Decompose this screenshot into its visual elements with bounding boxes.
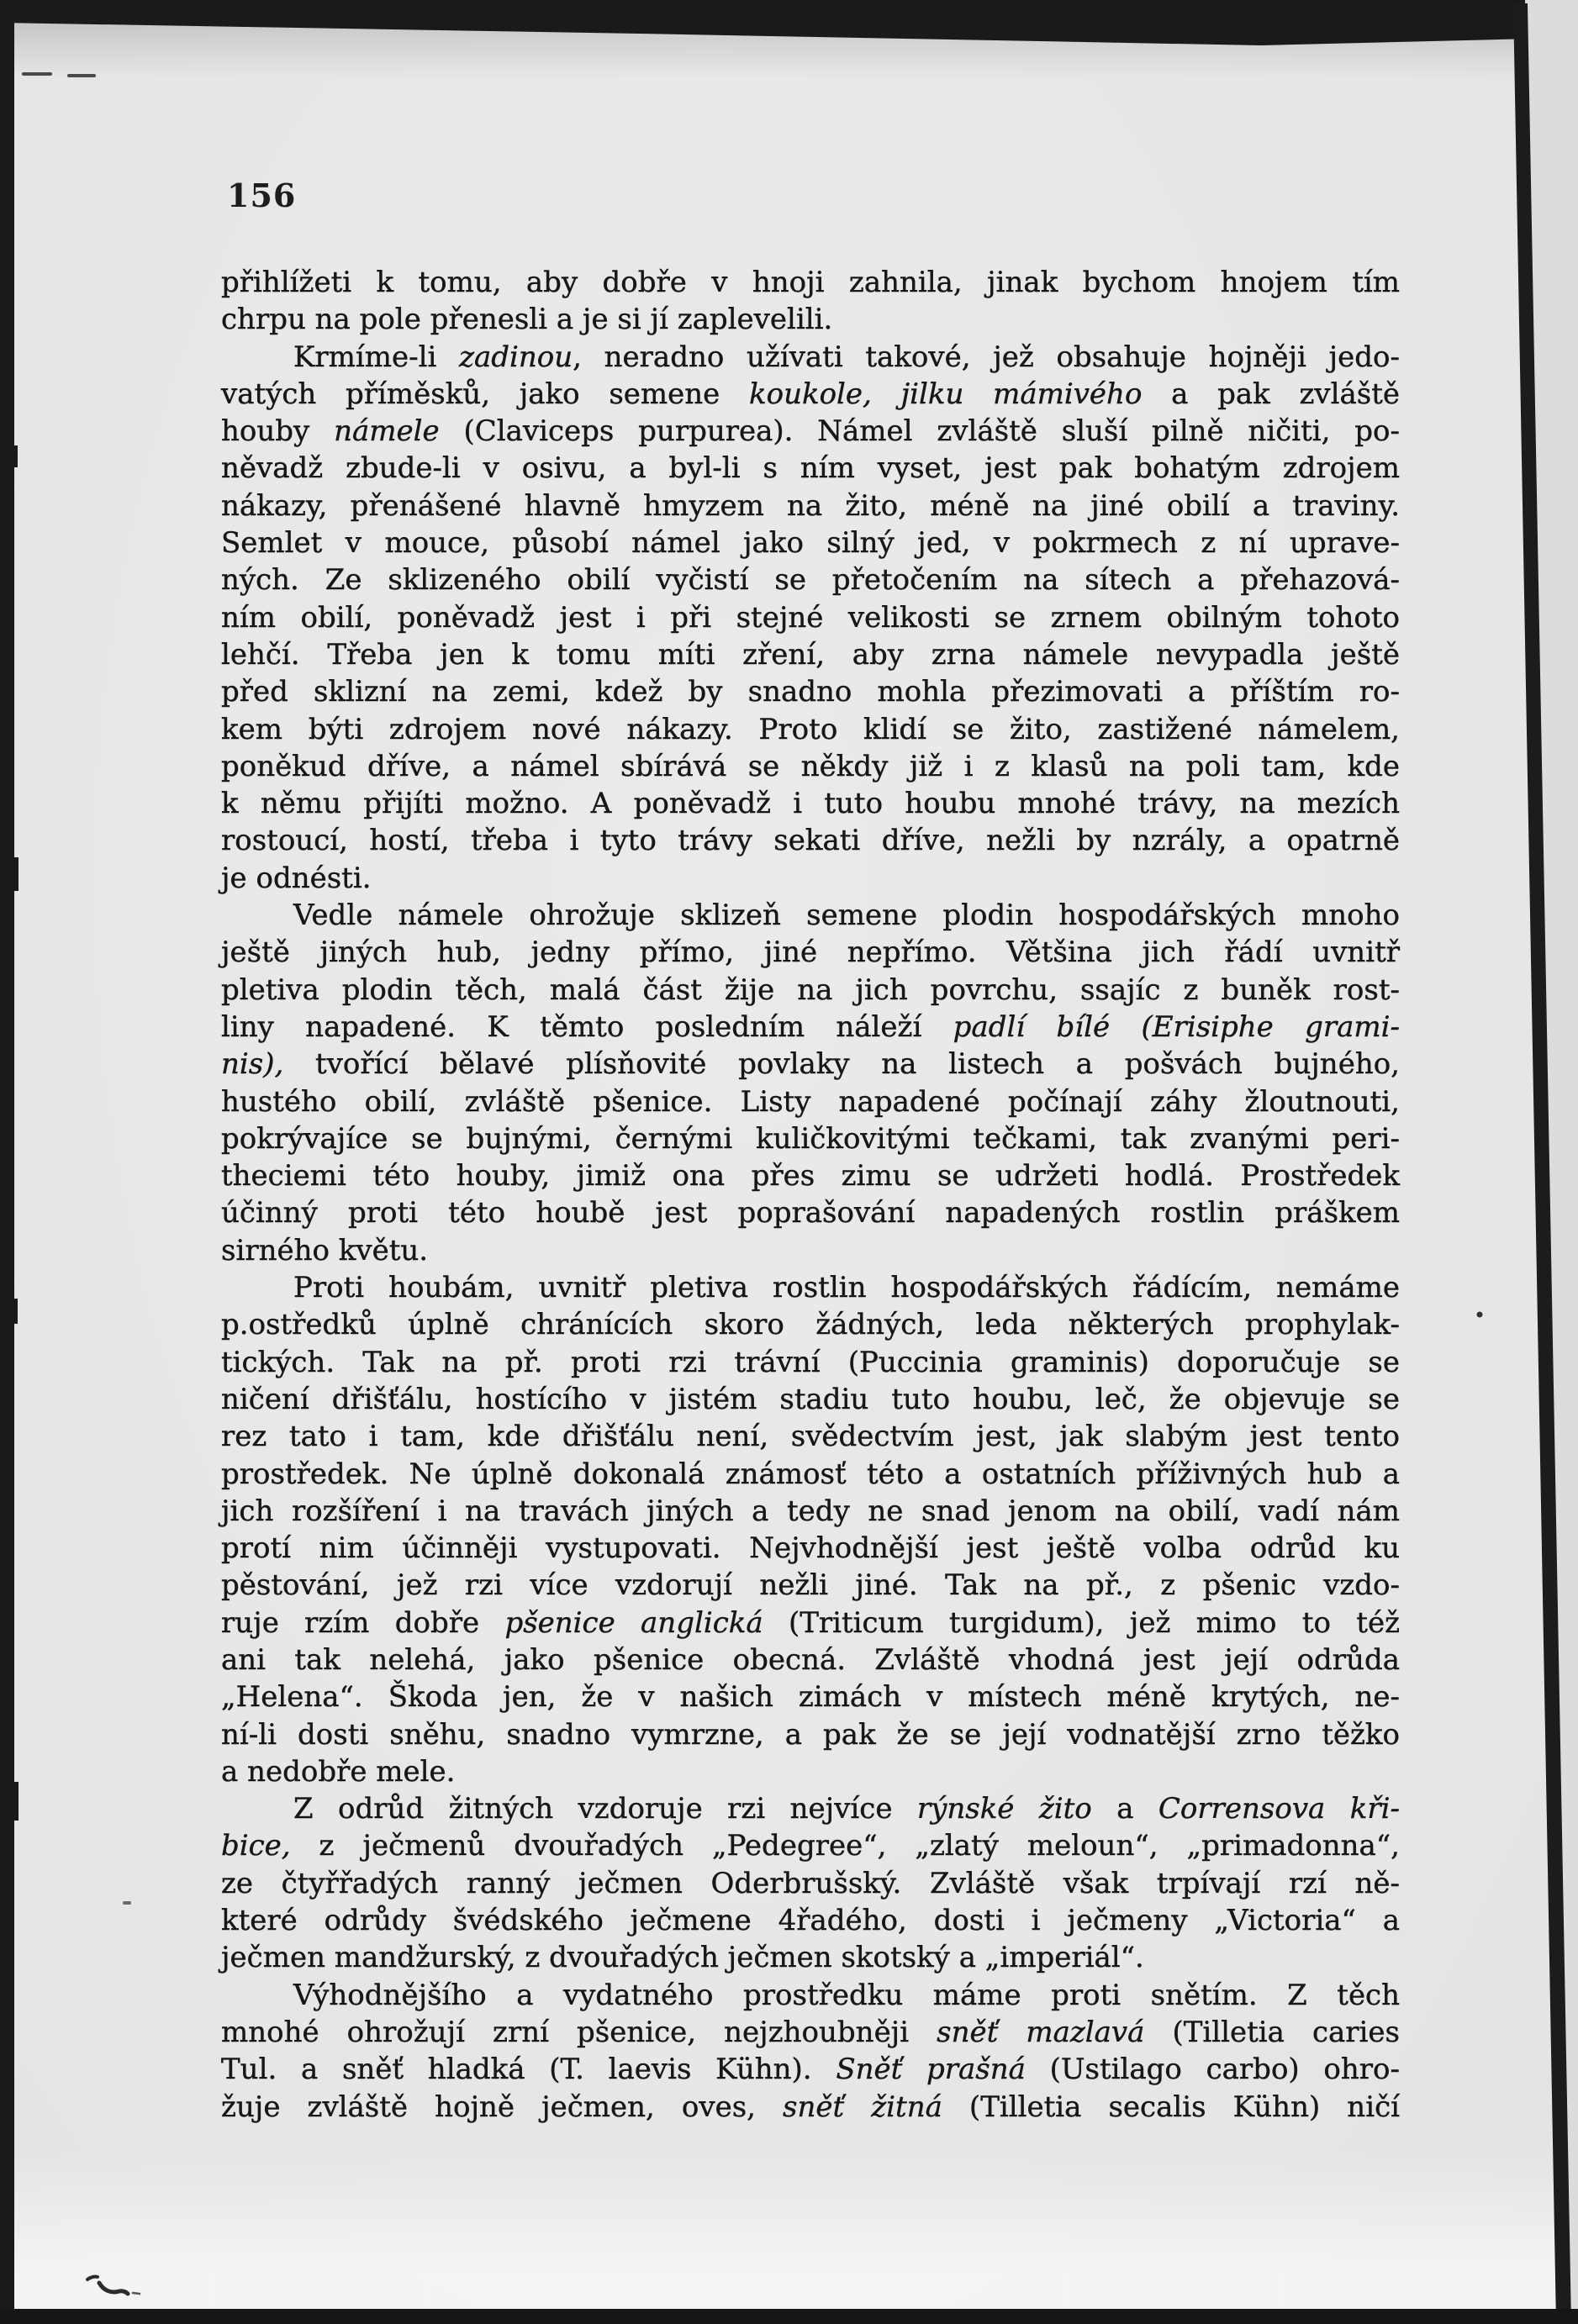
- text-run: mnohé ohrožují zrní pšenice, nejzhoubněji: [221, 2015, 937, 2049]
- text-run: ječmen mandžurský, z dvouřadých ječmen skotský a „imperiál“.: [221, 1941, 1144, 1975]
- text-line: [221, 1493, 1400, 1530]
- text-run: pokrývajíce se bujnými, černými kuličkovitými tečkami, tak zvanými peri-: [221, 1121, 1400, 1156]
- text-line: [221, 264, 1400, 301]
- text-line: [221, 2014, 1400, 2051]
- italic-run: zadinou: [459, 340, 573, 374]
- text-line: [221, 2089, 1400, 2126]
- italic-run: námele: [334, 414, 440, 449]
- text-line: [221, 1306, 1400, 1343]
- text-run: ještě jiných hub, jedny přímo, jiné nepřímo. Většina jich řádí uvnitř: [221, 935, 1400, 970]
- text-line: [221, 1381, 1400, 1418]
- text-line: [221, 1678, 1400, 1715]
- text-run: vatých příměsků, jako semene: [221, 377, 750, 411]
- text-run: nákazy, přenášené hlavně hmyzem na žito, méně na jiné obilí a traviny.: [221, 488, 1400, 523]
- text-line: [221, 1157, 1400, 1194]
- text-run: kem býti zdrojem nové nákazy. Proto klidí se žito, zastižené námelem,: [221, 712, 1400, 746]
- italic-run: Corrensova kři-: [1158, 1792, 1400, 1826]
- text-run: které odrůdy švédského ječmene 4řadého, dosti i ječmeny „Victoria“ a: [221, 1904, 1400, 1938]
- text-line: [221, 524, 1400, 561]
- text-line: [221, 1716, 1400, 1753]
- text-run: tických. Tak na př. proti rzi trávní (Puccinia graminis) doporučuje se: [221, 1345, 1400, 1379]
- text-block: [221, 264, 1400, 2126]
- text-run: liny napadené. K těmto posledním náleží: [221, 1009, 953, 1044]
- text-line: [221, 972, 1400, 1009]
- text-run: ze čtyřřadých ranný ječmen Oderbrušský. Zvláště však trpívají rzí ně-: [221, 1866, 1400, 1900]
- text-run: (Claviceps purpurea). Námel zvláště sluší pilně ničiti, po-: [439, 414, 1401, 449]
- italic-run: bice,: [221, 1829, 291, 1863]
- italic-run: nis),: [221, 1047, 284, 1082]
- text-run: ných. Ze sklizeného obilí vyčistí se přetočením na sítech a přehazová-: [221, 563, 1400, 598]
- text-line: [221, 450, 1400, 487]
- scan-bottom-light-band: [0, 2152, 1578, 2311]
- text-run: chrpu na pole přenesli a je si jí zaplevelili.: [221, 303, 833, 337]
- text-run: je odnésti.: [221, 861, 372, 895]
- text-run: (Ustilago carbo) ohro-: [1025, 2053, 1400, 2087]
- text-line: [221, 1120, 1400, 1157]
- text-run: (Triticum turgidum), jež mimo to též: [763, 1605, 1400, 1640]
- text-line: [221, 376, 1400, 413]
- text-line: [221, 748, 1400, 785]
- text-line: [221, 636, 1400, 673]
- text-line: [221, 599, 1400, 636]
- text-line: [221, 561, 1400, 598]
- text-run: theciemi této houby, jimiž ona přes zimu se udržeti hodlá. Prostředek: [221, 1159, 1400, 1194]
- text-line: [221, 339, 1400, 376]
- italic-run: pšenice anglická: [504, 1605, 763, 1640]
- text-run: přihlížeti k tomu, aby dobře v hnoji zahnila, jinak bychom hnojem tím: [221, 266, 1400, 299]
- text-run: , neradno užívati takové, jež obsahuje hojněji jedo-: [573, 340, 1400, 374]
- text-line: [221, 1902, 1400, 1939]
- text-run: k němu přijíti možno. A poněvadž i tuto houbu mnohé trávy, na mezích: [221, 787, 1400, 821]
- text-run: (Tilletia secalis Kühn) ničí: [942, 2089, 1400, 2124]
- text-line: [221, 673, 1400, 710]
- text-run: jich rozšíření i na travách jiných a tedy ne snad jenom na obilí, vadí nám: [221, 1494, 1400, 1528]
- text-run: poněkud dříve, a námel sbírává se někdy již i z klasů na poli tam, kde: [221, 749, 1400, 783]
- text-line: [221, 1605, 1400, 1642]
- text-line: [221, 1456, 1400, 1493]
- text-run: sirného květu.: [221, 1233, 429, 1267]
- text-run: „Helena“. Škoda jen, že v našich zimách v místech méně krytých, ne-: [221, 1680, 1400, 1715]
- text-line: [221, 1530, 1400, 1567]
- text-line: [221, 1753, 1400, 1790]
- text-line: [221, 2051, 1400, 2088]
- text-run: Krmíme-li: [293, 340, 460, 374]
- italic-run: koukole, jilku mámivého: [749, 377, 1143, 411]
- text-line: [221, 860, 1400, 897]
- text-run: Z odrůd žitných vzdoruje rzi nejvíce: [293, 1792, 917, 1826]
- italic-run: sněť žitná: [783, 2089, 942, 2124]
- text-line: [221, 934, 1400, 971]
- scan-top-shadow: [0, 20, 1578, 79]
- text-run: ani tak nelehá, jako pšenice obecná. Zvláště vhodná jest její odrůda: [221, 1642, 1400, 1677]
- text-line: [221, 1939, 1400, 1976]
- text-run: a: [1091, 1792, 1158, 1826]
- text-line: [221, 1418, 1400, 1455]
- text-run: Tul. a sněť hladká (T. laevis Kühn).: [221, 2053, 836, 2087]
- text-line: [221, 1344, 1400, 1381]
- text-run: před sklizní na zemi, kdež by snadno mohla přezimovati a příštím ro-: [221, 675, 1400, 709]
- text-run: ruje rzím dobře: [221, 1605, 505, 1640]
- text-line: [221, 1009, 1400, 1046]
- text-line: [221, 1567, 1400, 1604]
- text-run: a pak zvláště: [1142, 377, 1400, 411]
- text-line: [221, 1642, 1400, 1678]
- text-run: Semlet v mouce, působí námel jako silný jed, v pokrmech z ní uprave-: [221, 526, 1400, 561]
- text-line: [221, 822, 1400, 859]
- italic-run: rýnské žito: [916, 1792, 1092, 1826]
- text-line: [221, 897, 1400, 934]
- text-line: [221, 1865, 1400, 1902]
- text-line: [221, 1977, 1400, 2014]
- text-run: rez tato i tam, kde dřišťálu není, svědectvím jest, jak slabým jest tento: [221, 1420, 1400, 1454]
- text-run: a nedobře mele.: [221, 1754, 456, 1789]
- text-run: rostoucí, hostí, třeba i tyto trávy sekati dříve, nežli by nzrály, a opatrně: [221, 824, 1400, 858]
- text-line: [221, 1083, 1400, 1120]
- text-run: protí nim účinněji vystupovati. Nejvhodnější jest ještě volba odrůd ku: [221, 1531, 1400, 1566]
- text-run: ní-li dosti sněhu, snadno vymrzne, a pak že se její vodnatější zrno těžko: [221, 1717, 1400, 1752]
- text-run: pěstování, jež rzi více vzdorují nežli jiné. Tak na př., z pšenic vzdo-: [221, 1568, 1400, 1603]
- text-run: pletiva plodin těch, malá část žije na jich povrchu, ssajíc z buněk rost-: [221, 972, 1400, 1007]
- text-line: [221, 1790, 1400, 1827]
- text-run: Výhodnějšího a vydatného prostředku máme proti snětím. Z těch: [293, 1978, 1400, 2012]
- text-line: [221, 301, 1400, 338]
- text-line: [221, 711, 1400, 748]
- text-run: lehčí. Třeba jen k tomu míti zření, aby zrna námele nevypadla ještě: [221, 637, 1400, 672]
- text-line: [221, 1194, 1400, 1231]
- text-run: p.ostředků úplně chránících skoro žádných, leda některých prophylak-: [221, 1308, 1400, 1342]
- text-run: žuje zvláště hojně ječmen, oves,: [221, 2089, 784, 2124]
- text-run: ničení dřišťálu, hostícího v jistém stadiu tuto houbu, leč, že objevuje se: [221, 1382, 1400, 1416]
- text-run: něvadž zbude-li v osivu, a byl-li s ním vyset, jest pak bohatým zdrojem: [221, 451, 1400, 486]
- text-run: houby: [221, 414, 335, 449]
- text-line: [221, 1269, 1400, 1306]
- text-run: z ječmenů dvouřadých „Pedegree“, „zlatý meloun“, „primadonna“,: [290, 1829, 1400, 1863]
- italic-run: sněť mazlavá: [937, 2015, 1145, 2049]
- text-run: ním obilí, poněvadž jest i při stejné velikosti se zrnem obilným tohoto: [221, 600, 1400, 635]
- text-line: [221, 487, 1400, 524]
- text-line: [221, 1232, 1400, 1269]
- text-line: [221, 413, 1400, 450]
- text-run: tvořící bělavé plísňovité povlaky na listech a pošvách bujného,: [283, 1047, 1400, 1082]
- text-run: Proti houbám, uvnitř pletiva rostlin hospodářských řádícím, nemáme: [293, 1271, 1400, 1305]
- text-run: hustého obilí, zvláště pšenice. Listy napadené počínají záhy žloutnouti,: [221, 1084, 1400, 1119]
- text-run: účinný proti této houbě jest poprašování napadených rostlin práškem: [221, 1196, 1400, 1231]
- text-run: prostředek. Ne úplně dokonalá známosť této a ostatních příživných hub a: [221, 1457, 1400, 1491]
- text-run: Vedle námele ohrožuje sklizeň semene plodin hospodářských mnoho: [293, 899, 1400, 933]
- italic-run: padlí bílé (Erisiphe grami-: [953, 1009, 1401, 1044]
- text-run: (Tilletia caries: [1144, 2015, 1400, 2049]
- page-number: 156: [227, 177, 297, 214]
- italic-run: Sněť prašná: [836, 2053, 1026, 2087]
- text-line: [221, 1046, 1400, 1083]
- text-line: [221, 785, 1400, 822]
- text-line: [221, 1827, 1400, 1864]
